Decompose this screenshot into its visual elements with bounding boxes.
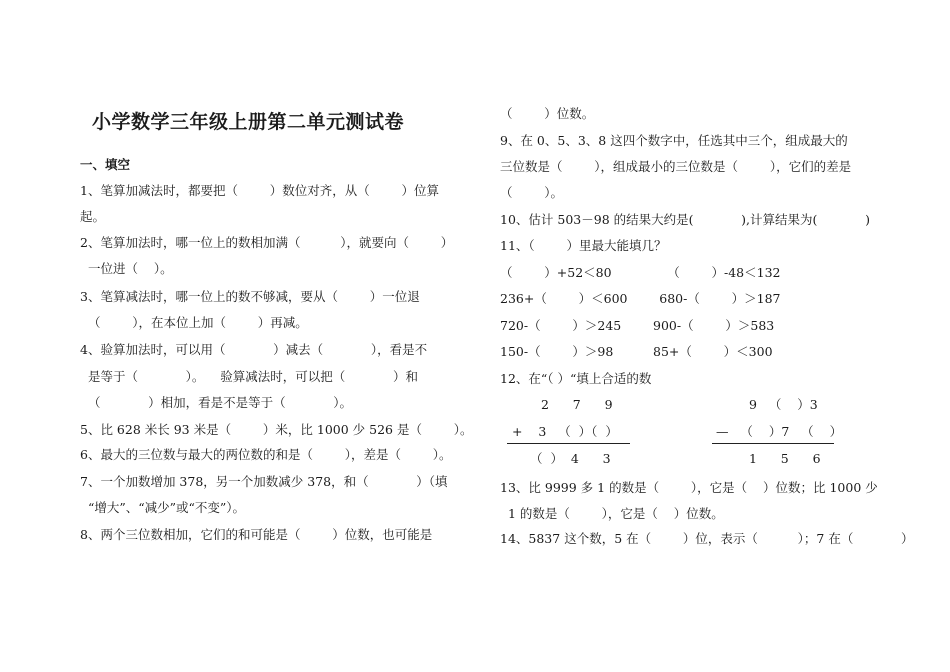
question-6: 6、最大的三位数与最大的两位数的和是（ ），差是（ ）。 — [80, 447, 452, 462]
subtraction-row-3: 1 5 6 — [749, 451, 821, 466]
question-11-row-3: 720-（ ）＞245 900-（ ）＞583 — [500, 318, 775, 333]
subtraction-row-2: — （ ）7 （ ） — [716, 424, 843, 439]
question-13-line-1: 13、比 9999 多 1 的数是（ ），它是（ ）位数；比 1000 少 — [500, 480, 878, 495]
subtraction-rule — [712, 443, 834, 444]
question-10: 10、估计 503－98 的结果大约是( ),计算结果为( ) — [500, 212, 870, 227]
question-7-line-2: “增大”、“减少”或“不变”）。 — [80, 500, 246, 515]
question-9-line-3: （ ）。 — [500, 185, 564, 200]
question-2-line-1: 2、笔算加法时，哪一位上的数相加满（ ），就要向（ ） — [80, 235, 454, 250]
question-4-line-2: 是等于（ ）。 验算减法时，可以把（ ）和 — [80, 369, 418, 384]
addition-row-2: + 3 （ ）（ ） — [512, 424, 618, 439]
question-4-line-1: 4、验算加法时，可以用（ ）减去（ ），看是不 — [80, 342, 428, 357]
question-5: 5、比 628 米长 93 米是（ ）米，比 1000 少 526 是（ ）。 — [80, 422, 473, 437]
question-11-row-2: 236+（ ）＜600 680-（ ）＞187 — [500, 291, 781, 306]
question-9-line-2: 三位数是（ ），组成最小的三位数是（ ），它们的差是 — [500, 159, 852, 174]
question-13-line-2: 1 的数是（ ），它是（ ）位数。 — [500, 506, 724, 521]
subtraction-row-1: 9 （ ）3 — [749, 397, 818, 412]
question-7-line-1: 7、一个加数增加 378，另一个加数减少 378，和（ ）（填 — [80, 474, 448, 489]
question-3-line-2: （ ），在本位上加（ ）再减。 — [80, 315, 308, 330]
question-8: 8、两个三位数相加，它们的和可能是（ ）位数，也可能是 — [80, 527, 433, 542]
section-heading: 一、填空 — [80, 157, 131, 172]
question-1-line-1: 1、笔算加减法时，都要把（ ）数位对齐，从（ ）位算 — [80, 183, 440, 198]
question-12-heading: 12、在“（ ）“填上合适的数 — [500, 371, 652, 386]
question-11-row-1: （ ）+52＜80 （ ）-48＜132 — [500, 265, 781, 280]
addition-row-1: 2 7 9 — [541, 397, 613, 412]
question-3-line-1: 3、笔算减法时，哪一位上的数不够减，要从（ ）一位退 — [80, 289, 420, 304]
question-4-line-3: （ ）相加，看是不是等于（ ）。 — [80, 395, 353, 410]
question-14: 14、5837 这个数，5 在（ ）位，表示（ ）；7 在（ ） — [500, 531, 914, 546]
question-1-line-2: 起。 — [80, 209, 106, 224]
question-11-row-4: 150-（ ）＞98 85+（ ）＜300 — [500, 344, 773, 359]
question-11-heading: 11、（ ）里最大能填几？ — [500, 238, 667, 253]
question-8-continued: （ ）位数。 — [500, 106, 595, 121]
addition-rule — [507, 443, 630, 444]
question-9-line-1: 9、在 0、5、3、8 这四个数字中，任选其中三个，组成最大的 — [500, 133, 848, 148]
question-2-line-2: 一位进（ ）。 — [80, 261, 173, 276]
page-title: 小学数学三年级上册第二单元测试卷 — [92, 111, 405, 133]
addition-row-3: （ ） 4 3 — [530, 451, 611, 466]
